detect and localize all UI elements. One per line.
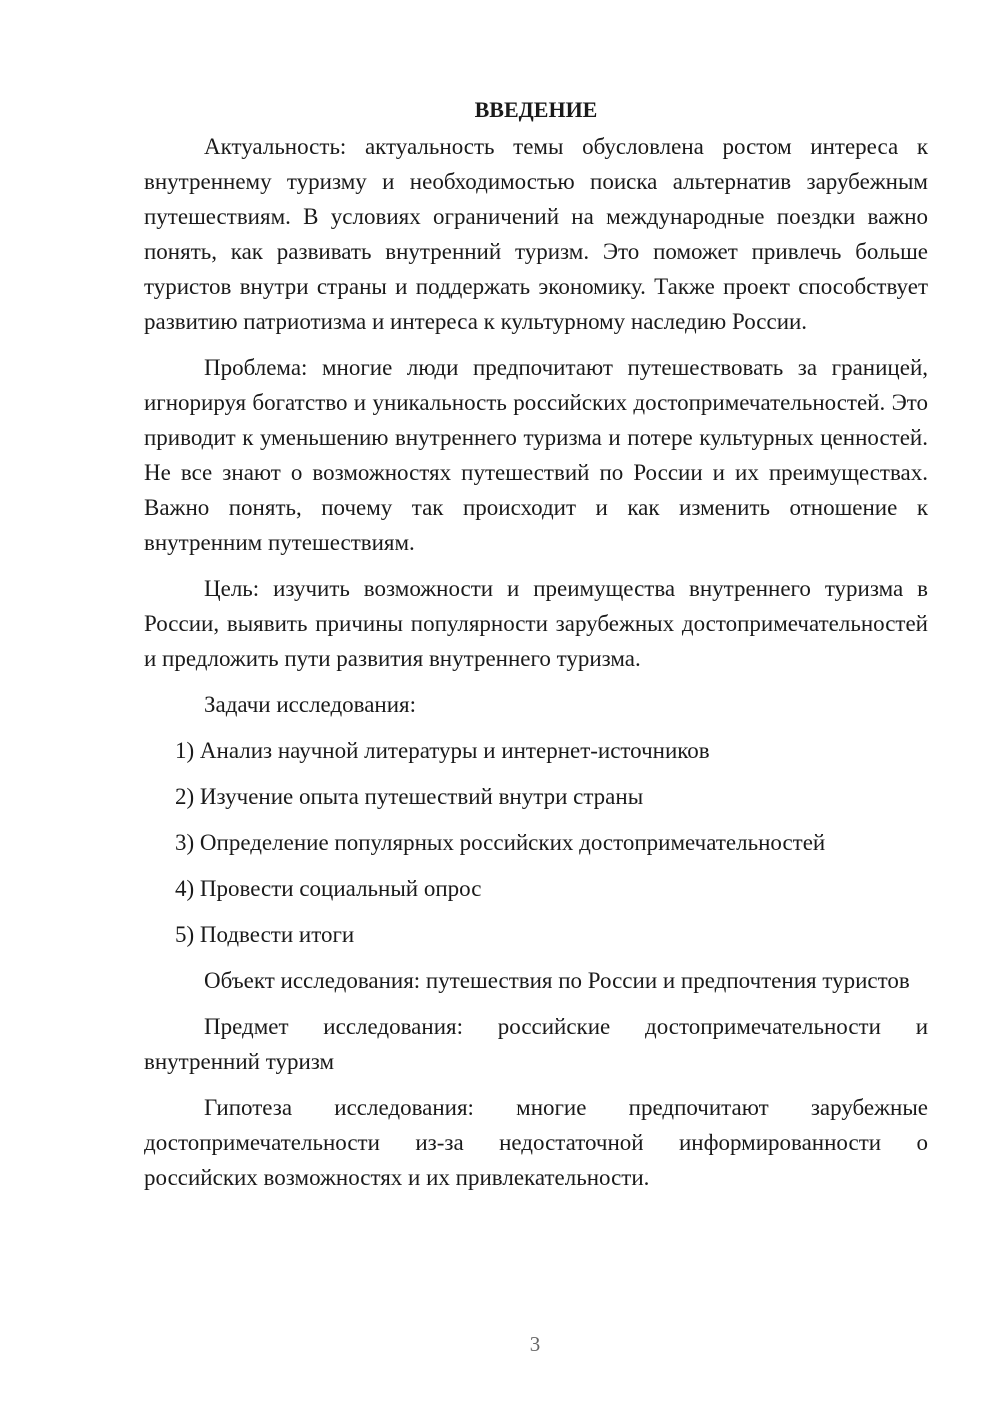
page-number: 3 (529, 1332, 541, 1356)
section-title: ВВЕДЕНИЕ (474, 97, 598, 122)
tasks-list (144, 733, 928, 952)
list-item: 1) Анализ научной литературы и интернет-источников (175, 738, 710, 763)
subject-paragraph: Предмет исследования: российские достопримечательности и внутренний туризм (144, 1014, 928, 1074)
list-item: 5) Подвести итоги (175, 922, 355, 947)
list-item: 3) Определение популярных российских достопримечательностей (175, 830, 826, 855)
list-item: 4) Провести социальный опрос (175, 876, 482, 901)
problem-paragraph: Проблема: многие люди предпочитают путешествовать за границей, игнорируя богатство и уникальность российских достопримечательностей. Это приводит к уменьшению внутреннего туризма и потере культурных ценностей. Не все знают о возможностях путешествий по России и их преимуществах. Важно понять, почему так происходит и как изменить отношение к внутренним путешествиям. (144, 355, 928, 555)
document-page (144, 92, 928, 1206)
goal-paragraph: Цель: изучить возможности и преимущества внутреннего туризма в России, выявить причины популярности зарубежных достопримечательностей и предложить пути развития внутреннего туризма. (144, 576, 928, 671)
object-paragraph: Объект исследования: путешествия по России и предпочтения туристов (204, 968, 910, 993)
tasks-heading: Задачи исследования: (204, 692, 417, 717)
hypothesis-paragraph: Гипотеза исследования: многие предпочитают зарубежные достопримечательности из-за недостаточной информированности о российских возможностях и их привлекательности. (144, 1095, 928, 1190)
relevance-paragraph: Актуальность: актуальность темы обусловлена ростом интереса к внутреннему туризму и необходимостью поиска альтернатив зарубежным путешествиям. В условиях ограничений на международные поездки важно понять, как развивать внутренний туризм. Это поможет привлечь больше туристов внутри страны и поддержать экономику. Также проект способствует развитию патриотизма и интереса к культурному наследию России. (144, 134, 928, 334)
list-item: 2) Изучение опыта путешествий внутри страны (175, 784, 644, 809)
